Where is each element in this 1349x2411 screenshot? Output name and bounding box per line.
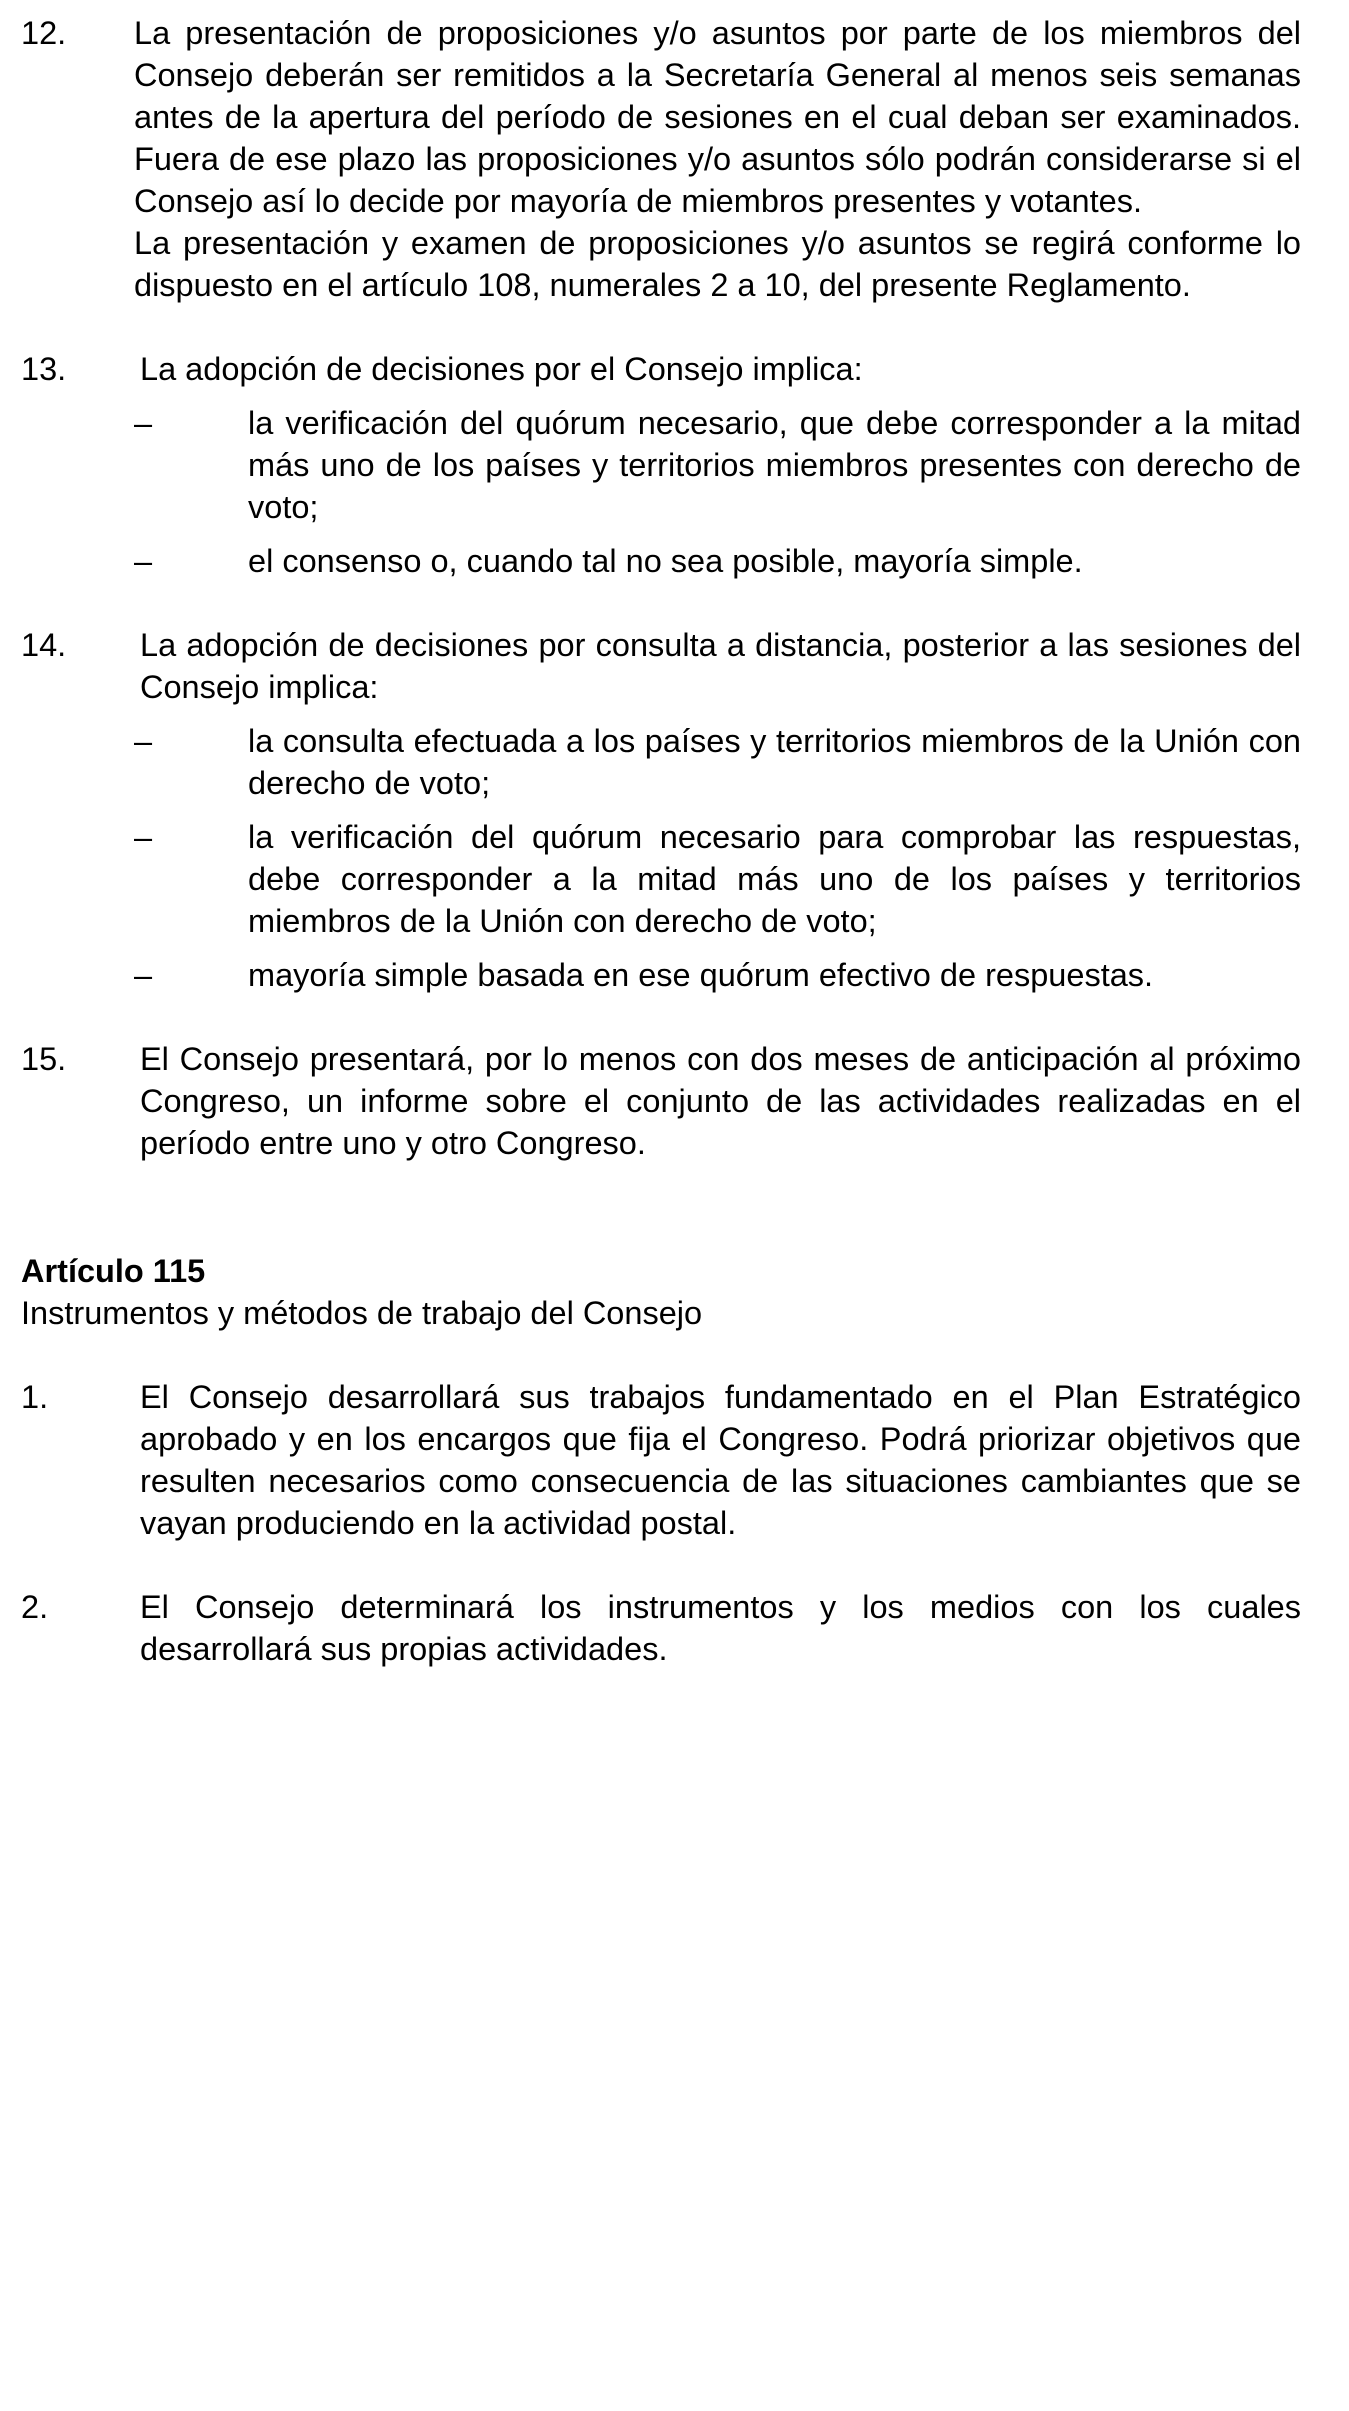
numbered-item-13 [21,348,1301,390]
article-title: Artículo 115 [21,1253,206,1289]
article-subtitle: Instrumentos y métodos de trabajo del Consejo [21,1295,703,1331]
item-paragraph: La presentación y examen de proposiciones y/o asuntos se regirá conforme lo dispuesto en el artículo 108, numerales 2 a 10, del presente Reglamento. [134,225,1301,303]
item-paragraph: El Consejo desarrollará sus trabajos fundamentado en el Plan Estratégico aprobado y en los encargos que fija el Congreso. Podrá priorizar objetivos que resulten necesarios como consecuencia de las situaciones cambiantes que se vayan produciendo en la actividad postal. [140,1379,1301,1541]
item-paragraph: La adopción de decisiones por el Consejo implica: [140,351,863,387]
bullet-item [21,540,1301,582]
item-number: 2. [21,1589,49,1625]
bullet-item [21,954,1301,996]
bullet-item [21,402,1301,528]
item-number: 1. [21,1379,49,1415]
item-paragraph: La adopción de decisiones por consulta a distancia, posterior a las sesiones del Consejo implica: [140,627,1301,705]
numbered-item-15 [21,1038,1301,1164]
bullet-item [21,816,1301,942]
article-item-2 [21,1586,1301,1670]
document-page [21,12,1301,1670]
item-paragraph: La presentación de proposiciones y/o asuntos por parte de los miembros del Consejo deberán ser remitidos a la Secretaría General al menos seis semanas antes de la apertura del período de sesiones en el cual deban ser examinados. Fuera de ese plazo las proposiciones y/o asuntos sólo podrán considerarse si el Consejo así lo decide por mayoría de miembros presentes y votantes. [134,15,1301,219]
dash-marker: – [134,723,153,759]
dash-marker: – [134,405,153,441]
dash-marker: – [134,543,153,579]
item-paragraph: El Consejo presentará, por lo menos con dos meses de anticipación al próximo Congreso, un informe sobre el conjunto de las actividades realizadas en el período entre uno y otro Congreso. [140,1041,1301,1161]
numbered-item-12 [21,12,1301,306]
bullet-text: mayoría simple basada en ese quórum efectivo de respuestas. [248,957,1154,993]
bullet-item [21,720,1301,804]
item-number: 14. [21,627,67,663]
bullet-text: la consulta efectuada a los países y territorios miembros de la Unión con derecho de voto; [248,723,1301,801]
numbered-item-14 [21,624,1301,708]
bullet-text: el consenso o, cuando tal no sea posible, mayoría simple. [248,543,1083,579]
article-item-1 [21,1376,1301,1544]
item-number: 15. [21,1041,67,1077]
item-number: 13. [21,351,67,387]
dash-marker: – [134,819,153,855]
item-paragraph: El Consejo determinará los instrumentos y los medios con los cuales desarrollará sus propias actividades. [140,1589,1301,1667]
bullet-text: la verificación del quórum necesario para comprobar las respuestas, debe corresponder a la mitad más uno de los países y territorios miembros de la Unión con derecho de voto; [248,819,1301,939]
bullet-text: la verificación del quórum necesario, que debe corresponder a la mitad más uno de los países y territorios miembros presentes con derecho de voto; [248,405,1301,525]
dash-marker: – [134,957,153,993]
item-number: 12. [21,15,67,51]
